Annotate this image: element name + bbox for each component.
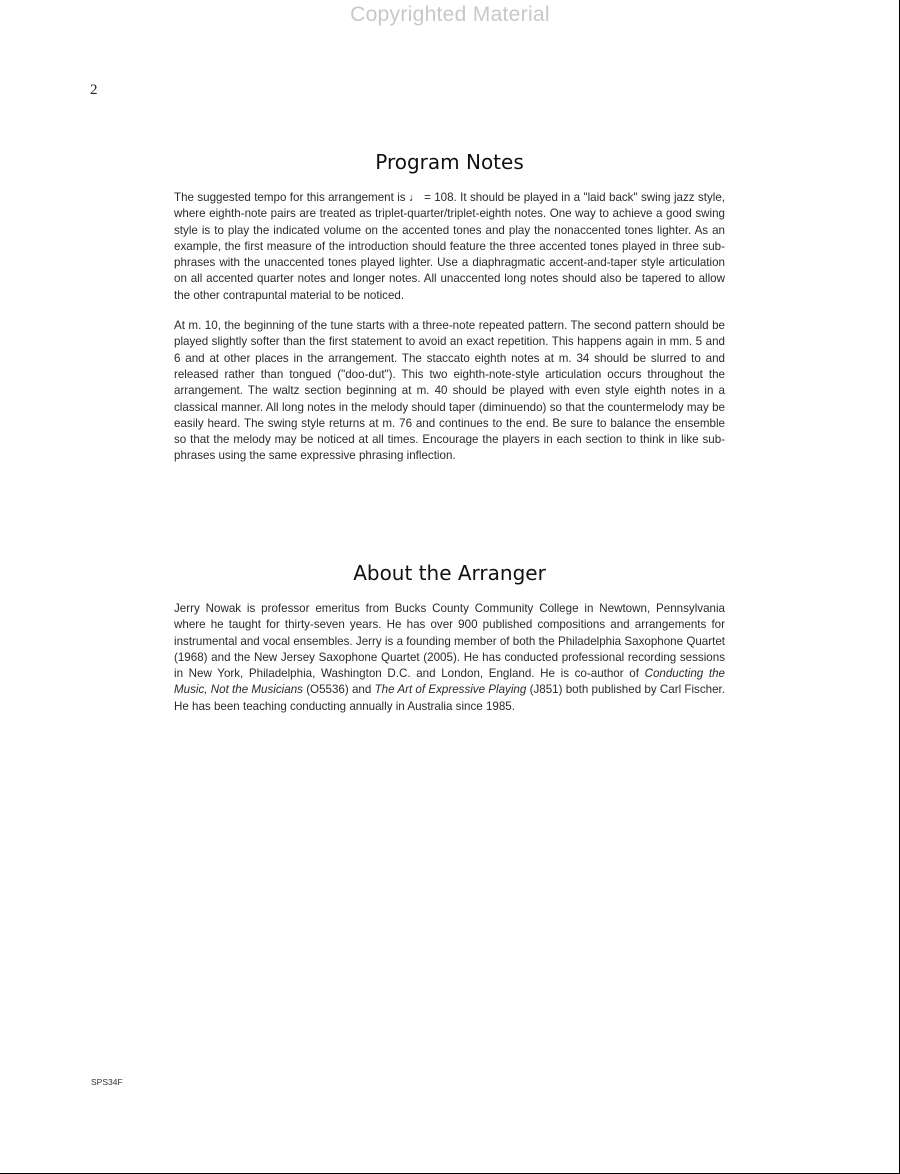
bio-text-a: Jerry Nowak is professor emeritus from Bucks County Community College in Newtown, Pennsylvania where he taught for thirty-seven years. He has over 900 published compositions and arrangements for instrumental and vocal ensembles. Jerry is a founding member of both the Philadelphia Saxophone Quartet (1968) and the New Jersey Saxophone Quartet (2005). He has conducted professional recording sessions in New York, Philadelphia, Washington D.C. and London, England. He is co-author of (174, 602, 725, 681)
para1-text-a: The suggested tempo for this arrangement is (174, 191, 409, 204)
page-number: 2 (90, 82, 98, 98)
catalog-code: SPS34F (91, 1077, 123, 1087)
book-title-conducting: Conducting the Music, Not the Musicians (174, 667, 725, 697)
about-arranger-section (174, 561, 725, 729)
copyright-watermark: Copyrighted Material (350, 3, 550, 26)
about-arranger-title: About the Arranger (353, 561, 546, 585)
arranger-bio-paragraph (174, 601, 725, 715)
bio-text-c: (J851) both published by Carl Fischer. He has been teaching conducting annually in Australia since 1985. (174, 683, 725, 713)
program-notes-paragraph-2: At m. 10, the beginning of the tune starts with a three-note repeated pattern. The second pattern should be played slightly softer than the first statement to avoid an exact repetition. This happens again in mm. 5 and 6 and at other places in the arrangement. The staccato eighth notes at m. 34 should be slurred to and released rather than tongued ("doo-dut"). This two eighth-note-style articulation occurs throughout the arrangement. The waltz section beginning at m. 40 should be played with even style eighth notes in a classical manner. All long notes in the melody should taper (diminuendo) so that the countermelody may be easily heard. The swing style returns at m. 76 and continues to the end. Be sure to balance the ensemble so that the melody may be noticed at all times. Encourage the players in each section to think in like sub-phrases using the same expressive phrasing inflection. (174, 319, 725, 463)
program-notes-title: Program Notes (375, 150, 524, 174)
program-notes-paragraph-1 (174, 190, 725, 304)
para1-text-b: = 108. It should be played in a "laid back" swing jazz style, where eighth-note pairs are treated as triplet-quarter/triplet-eighth notes. One way to achieve a good swing style is to play the indicated volume on the accented tones and play the nonaccented tones lighter. As an example, the first measure of the introduction should feature the three accented tones played in three sub-phrases with the unaccented tones played lighter. Use a diaphragmatic accent-and-taper style articulation on all accented quarter notes and longer notes. All unaccented long notes should also be tapered to allow the other contrapuntal material to be noticed. (174, 191, 726, 302)
bio-text-b: (O5536) and (302, 683, 375, 697)
program-notes-section (174, 150, 725, 479)
book-title-expressive-playing: The Art of Expressive Playing (374, 683, 527, 697)
quarter-note-icon: ♩ (408, 191, 421, 204)
